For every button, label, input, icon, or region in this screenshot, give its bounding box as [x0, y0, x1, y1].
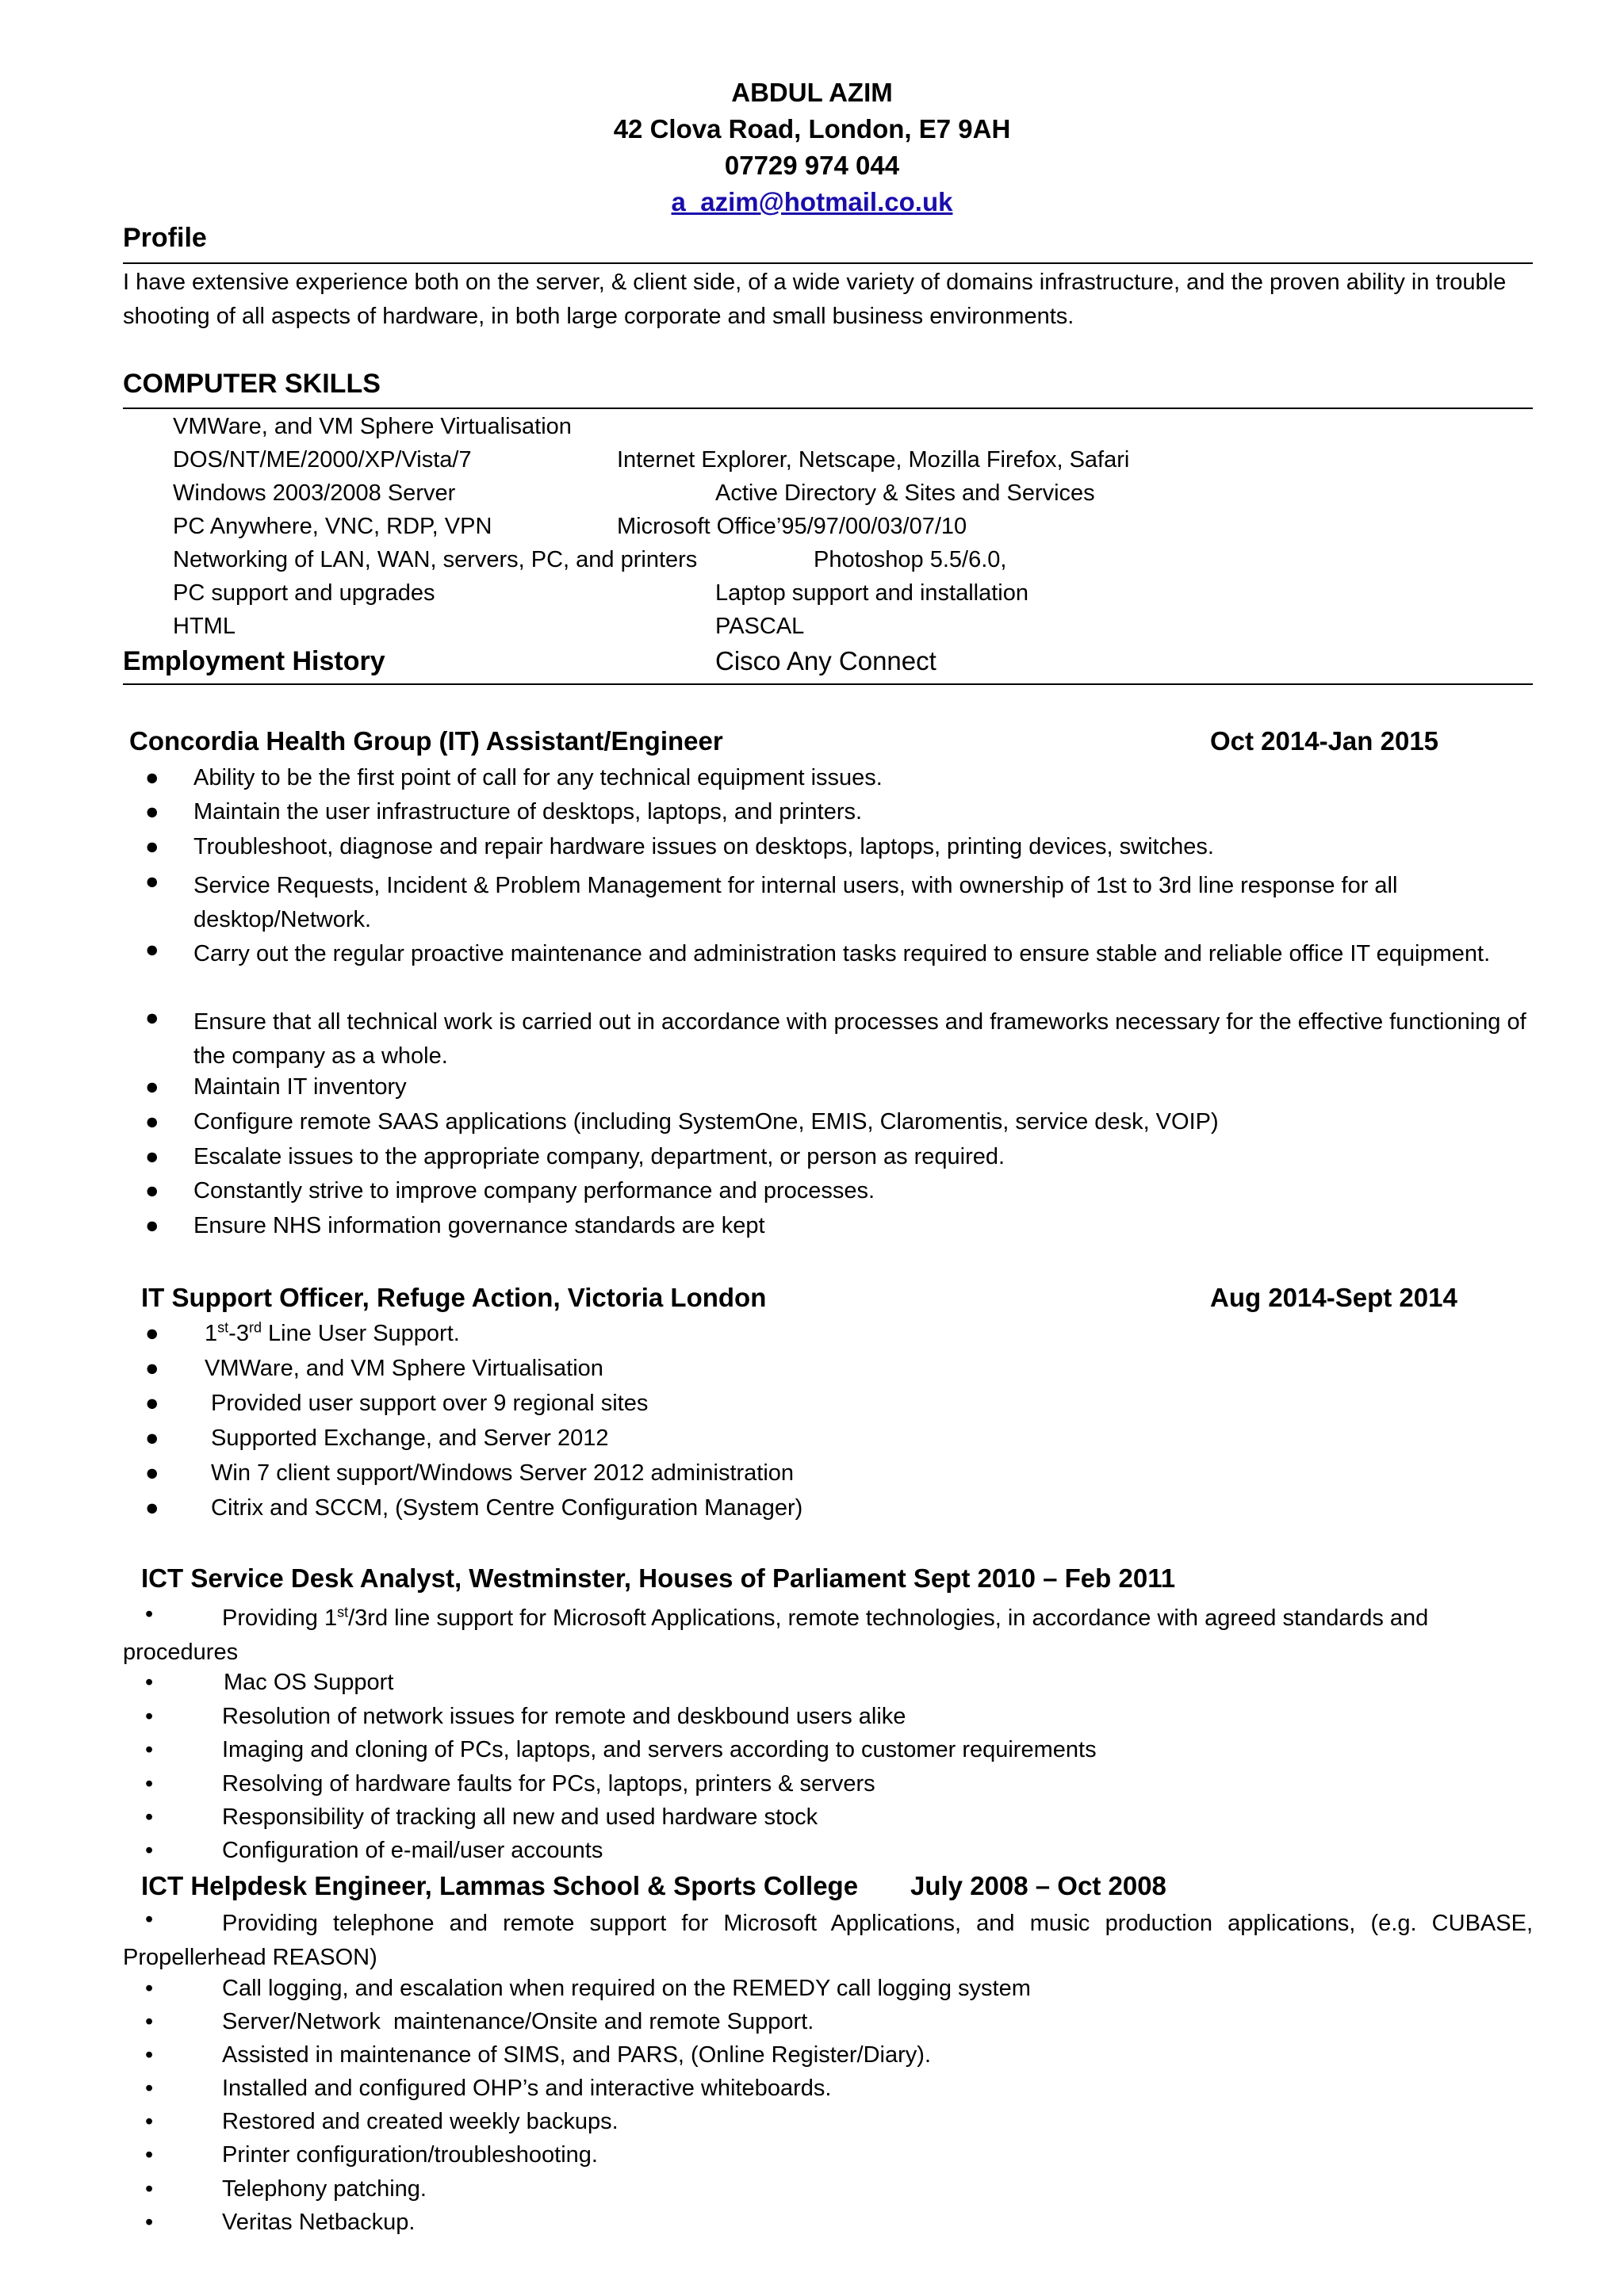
- bullet: •: [145, 1601, 154, 1627]
- list-item: Citrix and SCCM, (System Centre Configuration Manager): [205, 1495, 803, 1521]
- skill-left-3: Windows 2003/2008 Server: [173, 480, 456, 506]
- list-item: Mac OS Support: [224, 1670, 394, 1695]
- list-item: Telephony patching.: [222, 2176, 427, 2202]
- bullet: ●: [145, 834, 159, 859]
- bullet: ●: [145, 1213, 159, 1238]
- list-item: Carry out the regular proactive maintenance and administration tasks required to ensure stable and reliable office IT equipment.: [193, 941, 1491, 966]
- bullet: ●: [145, 1425, 159, 1451]
- bullet: •: [145, 2076, 154, 2101]
- skill-left-5: Networking of LAN, WAN, servers, PC, and printers: [173, 547, 698, 572]
- skill-left-1: VMWare, and VM Sphere Virtualisation: [173, 414, 572, 439]
- bullet: ●: [145, 937, 159, 962]
- list-item: Providing 1st/3rd line support for Microsoft Applications, remote technologies, in accordance with agreed standards and procedures: [123, 1604, 1429, 1665]
- skill-right-5: Photoshop 5.5/6.0,: [814, 547, 1007, 572]
- bullet: ●: [145, 1391, 159, 1416]
- list-item: Maintain the user infrastructure of desktops, laptops, and printers.: [193, 799, 863, 825]
- candidate-name: ABDUL AZIM: [731, 78, 893, 107]
- list-item: Provided user support over 9 regional sites: [205, 1391, 649, 1416]
- skill-left-2: DOS/NT/ME/2000/XP/Vista/7: [173, 447, 472, 473]
- skill-left-4: PC Anywhere, VNC, RDP, VPN: [173, 514, 492, 539]
- candidate-email-wrap: [0, 187, 1624, 217]
- skill-right-2: Internet Explorer, Netscape, Mozilla Firefox, Safari: [617, 447, 1130, 473]
- bullet: ●: [145, 1495, 159, 1521]
- list-item: Assisted in maintenance of SIMS, and PARS, (Online Register/Diary).: [222, 2042, 932, 2068]
- bullet: •: [145, 2176, 154, 2202]
- skill-left-6: PC support and upgrades: [173, 580, 435, 606]
- list-item: Restored and created weekly backups.: [222, 2109, 619, 2134]
- bullet: ●: [145, 765, 159, 790]
- skill-right-4: Microsoft Office’95/97/00/03/07/10: [617, 514, 967, 539]
- bullet: ●: [145, 1144, 159, 1169]
- list-item: Configuration of e-mail/user accounts: [222, 1838, 603, 1863]
- bullet: •: [145, 1976, 154, 2001]
- list-item: Escalate issues to the appropriate company, department, or person as required.: [193, 1144, 1005, 1169]
- bullet: •: [145, 1838, 154, 1863]
- employment-divider: [123, 683, 1533, 685]
- list-item: Win 7 client support/Windows Server 2012 administration: [205, 1460, 795, 1486]
- list-item: Ensure NHS information governance standards are kept: [193, 1213, 765, 1238]
- bullet: ●: [145, 1178, 159, 1203]
- list-item: Printer configuration/troubleshooting.: [222, 2142, 598, 2168]
- bullet: ●: [145, 1460, 159, 1486]
- list-item: Responsibility of tracking all new and used hardware stock: [222, 1804, 818, 1830]
- list-item: Server/Network maintenance/Onsite and remote Support.: [222, 2009, 814, 2034]
- employment-heading: Employment History: [123, 646, 385, 676]
- list-item: Resolving of hardware faults for PCs, laptops, printers & servers: [222, 1771, 875, 1797]
- job-title-refuge: IT Support Officer, Refuge Action, Victoria London: [141, 1283, 767, 1312]
- list-item: 1st-3rd Line User Support.: [205, 1319, 460, 1346]
- list-item: Resolution of network issues for remote and deskbound users alike: [222, 1704, 906, 1729]
- profile-divider: [123, 262, 1533, 264]
- skill-right-3: Active Directory & Sites and Services: [715, 480, 1095, 506]
- job-dates-refuge: Aug 2014-Sept 2014: [1210, 1283, 1457, 1312]
- candidate-email-link[interactable]: a_azim@hotmail.co.uk: [671, 187, 953, 216]
- list-item: Ability to be the first point of call for any technical equipment issues.: [193, 765, 883, 790]
- job-title-lammas: ICT Helpdesk Engineer, Lammas School & Sports College: [141, 1871, 859, 1900]
- bullet: ●: [145, 1356, 159, 1381]
- list-item: Installed and configured OHP’s and interactive whiteboards.: [222, 2076, 832, 2101]
- list-item: VMWare, and VM Sphere Virtualisation: [205, 1356, 603, 1381]
- profile-heading: Profile: [123, 223, 207, 253]
- bullet: •: [145, 1737, 154, 1762]
- list-item: Ensure that all technical work is carried out in accordance with processes and frameworks necessary for the effective functioning of the company as a whole.: [193, 1009, 1526, 1069]
- skills-heading: COMPUTER SKILLS: [123, 369, 381, 399]
- skill-right-last: Cisco Any Connect: [715, 646, 936, 675]
- bullet: ●: [145, 1005, 159, 1031]
- candidate-phone: 07729 974 044: [724, 151, 900, 180]
- list-item: Constantly strive to improve company performance and processes.: [193, 1178, 875, 1203]
- job-dates-concordia: Oct 2014-Jan 2015: [1210, 726, 1439, 756]
- list-item: Supported Exchange, and Server 2012: [205, 1425, 609, 1451]
- list-item: Maintain IT inventory: [193, 1074, 407, 1100]
- bullet: •: [145, 1704, 154, 1729]
- bullet: •: [145, 2042, 154, 2068]
- list-item: Providing telephone and remote support for Microsoft Applications, and music production applications, (e.g. CUBASE, Propellerhead REASON): [123, 1911, 1533, 1970]
- bullet: •: [145, 2210, 154, 2235]
- list-item: Configure remote SAAS applications (including SystemOne, EMIS, Claromentis, service desk, VOIP): [193, 1109, 1219, 1135]
- skill-right-7: PASCAL: [715, 614, 805, 639]
- bullet: •: [145, 1670, 154, 1695]
- bullet: •: [145, 1907, 154, 1932]
- bullet: •: [145, 1771, 154, 1797]
- skills-divider: [123, 408, 1533, 409]
- bullet: ●: [145, 1321, 159, 1346]
- candidate-address: 42 Clova Road, London, E7 9AH: [613, 114, 1011, 144]
- list-item: Veritas Netbackup.: [222, 2210, 416, 2235]
- bullet: •: [145, 2009, 154, 2034]
- job-dates-lammas: July 2008 – Oct 2008: [910, 1871, 1166, 1900]
- bullet: ●: [145, 1074, 159, 1100]
- bullet: •: [145, 2142, 154, 2168]
- bullet: ●: [145, 869, 159, 894]
- profile-text: I have extensive experience both on the server, & client side, of a wide variety of domains infrastructure, and the proven ability in trouble shooting of all aspects of hardware, in both large corporate and small business environments.: [123, 270, 1507, 329]
- job-title-parliament: ICT Service Desk Analyst, Westminster, Houses of Parliament Sept 2010 – Feb 2011: [141, 1563, 1176, 1593]
- list-item: Imaging and cloning of PCs, laptops, and servers according to customer requirements: [222, 1737, 1097, 1762]
- skill-right-6: Laptop support and installation: [715, 580, 1029, 606]
- skill-left-7: HTML: [173, 614, 236, 639]
- bullet: •: [145, 2109, 154, 2134]
- bullet: •: [145, 1804, 154, 1830]
- list-item: Troubleshoot, diagnose and repair hardware issues on desktops, laptops, printing devices, switches.: [193, 834, 1214, 859]
- bullet: ●: [145, 1109, 159, 1135]
- bullet: ●: [145, 799, 159, 825]
- list-item: Service Requests, Incident & Problem Management for internal users, with ownership of 1st to 3rd line response for all desktop/Network.: [193, 873, 1398, 932]
- job-title-concordia: Concordia Health Group (IT) Assistant/Engineer: [129, 726, 723, 756]
- list-item: Call logging, and escalation when required on the REMEDY call logging system: [222, 1976, 1031, 2001]
